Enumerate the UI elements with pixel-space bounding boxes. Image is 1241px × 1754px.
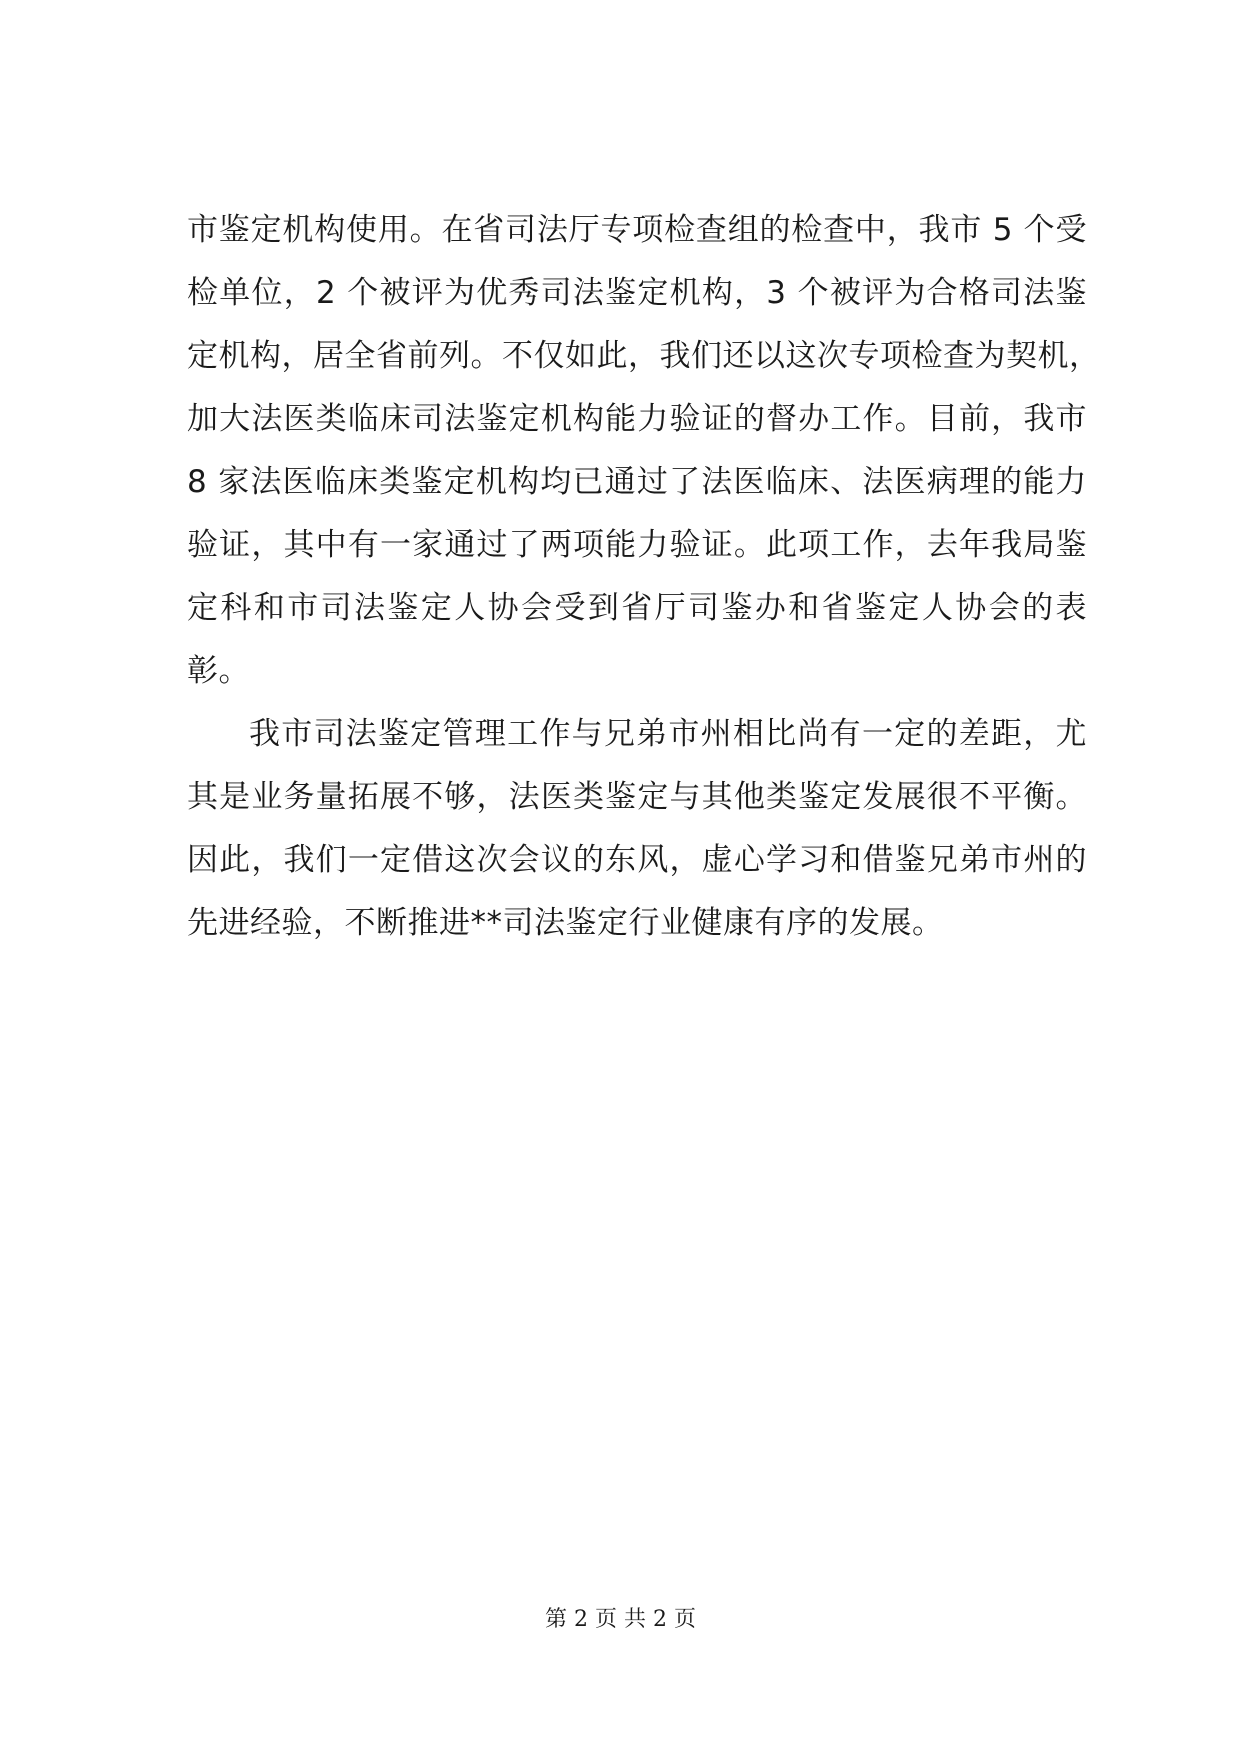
paragraph-line: 加大法医类临床司法鉴定机构能力验证的督办工作。目前，我市	[187, 401, 1087, 437]
paragraph-1	[187, 199, 1101, 703]
paragraph-2	[187, 703, 1087, 955]
paragraph-line: 定机构，居全省前列。不仅如此，我们还以这次专项检查为契机，	[187, 338, 1101, 374]
paragraph-line: 检单位，2 个被评为优秀司法鉴定机构，3 个被评为合格司法鉴	[187, 275, 1087, 311]
document-body	[187, 199, 1101, 955]
paragraph-line: 市鉴定机构使用。在省司法厅专项检查组的检查中，我市 5 个受	[187, 212, 1087, 248]
paragraph-line: 8 家法医临床类鉴定机构均已通过了法医临床、法医病理的能力	[187, 464, 1087, 500]
paragraph-line: 其是业务量拓展不够，法医类鉴定与其他类鉴定发展很不平衡。	[187, 779, 1087, 815]
paragraph-line: 彰。	[187, 653, 250, 689]
paragraph-line: 因此，我们一定借这次会议的东风，虚心学习和借鉴兄弟市州的	[187, 842, 1087, 878]
paragraph-line: 我市司法鉴定管理工作与兄弟市州相比尚有一定的差距，尤	[249, 716, 1087, 752]
paragraph-line: 先进经验，不断推进**司法鉴定行业健康有序的发展。	[187, 905, 944, 941]
paragraph-line: 验证，其中有一家通过了两项能力验证。此项工作，去年我局鉴	[187, 527, 1087, 563]
paragraph-line: 定科和市司法鉴定人协会受到省厅司鉴办和省鉴定人协会的表	[187, 590, 1087, 626]
page-number-footer: 第 2 页 共 2 页	[545, 1607, 696, 1632]
